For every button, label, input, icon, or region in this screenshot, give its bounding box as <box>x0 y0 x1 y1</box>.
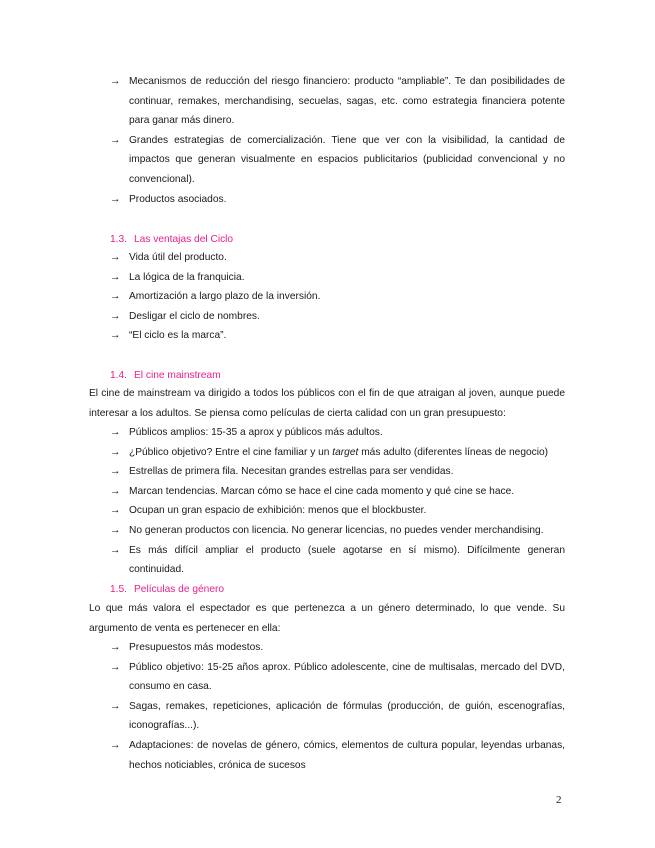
list-item: → La lógica de la franquicia. <box>110 268 565 288</box>
list-item: → Es más difícil ampliar el producto (suele agotarse en sí mismo). Difícilmente generan continuidad. <box>110 541 565 580</box>
list-item: → Productos asociados. <box>110 190 565 210</box>
list-item: → Sagas, remakes, repeticiones, aplicación de fórmulas (producción, de guión, escenografías, iconografías...). <box>110 697 565 736</box>
list-item: → Público objetivo: 15-25 años aprox. Público adolescente, cine de multisalas, mercado del DVD, consumo en casa. <box>110 658 565 697</box>
section-number: 1.3. <box>110 234 127 245</box>
genre-paragraph: Lo que más valora el espectador es que pertenezca a un género determinado, lo que vende. Su argumento de venta es pertenecer en ella: <box>89 603 565 634</box>
mainstream-paragraph: El cine de mainstream va dirigido a todos los públicos con el fin de que atraigan al joven, aunque puede interesar a los adultos. Se piensa como películas de cierta calidad con un gran presupuesto: <box>89 388 565 419</box>
list-item: → Ocupan un gran espacio de exhibición: menos que el blockbuster. <box>110 501 565 521</box>
arrow-icon: → <box>110 738 121 751</box>
list-item: → Desligar el ciclo de nombres. <box>110 307 565 327</box>
list-item: → Públicos amplios: 15-35 a aprox y públicos más adultos. <box>110 423 565 443</box>
arrow-icon: → <box>110 504 121 517</box>
arrow-icon: → <box>110 290 121 303</box>
arrow-icon: → <box>110 660 121 673</box>
section-number: 1.5. <box>110 584 127 595</box>
arrow-icon: → <box>110 543 121 556</box>
list-item: → Estrellas de primera fila. Necesitan grandes estrellas para ser vendidas. <box>110 462 565 482</box>
arrow-icon: → <box>110 426 121 438</box>
list-item: → Adaptaciones: de novelas de género, cómics, elementos de cultura popular, leyendas urbanas, hechos noticiables, crónica de sucesos <box>110 736 565 775</box>
arrow-icon: → <box>110 309 121 322</box>
page-number: 2 <box>556 794 562 806</box>
section-heading-1-4 <box>110 369 221 383</box>
section-heading-1-3 <box>110 233 233 247</box>
section-title: Películas de género <box>134 584 225 595</box>
section-heading-1-5 <box>110 583 224 597</box>
arrow-icon: → <box>110 523 121 536</box>
list-item: → Amortización a largo plazo de la inversión. <box>110 287 565 307</box>
list-item: → No generan productos con licencia. No generar licencias, no puedes vender merchandising. <box>110 521 565 541</box>
list-item: → ¿Público objetivo? Entre el cine familiar y un target más adulto (diferentes líneas de negocio) <box>110 443 565 463</box>
arrow-icon: → <box>110 251 121 263</box>
list-item: → Mecanismos de reducción del riesgo financiero: producto “ampliable”. Te dan posibilidades de continuar, remakes, merchandising, secuelas, sagas, etc. como estrategia financiera potente para ganar más dinero. <box>110 72 565 131</box>
arrow-icon: → <box>110 329 121 342</box>
arrow-icon: → <box>110 641 121 653</box>
arrow-icon: → <box>110 445 121 458</box>
mainstream-list <box>110 423 565 580</box>
list-item: → Presupuestos más modestos. <box>110 638 565 658</box>
advantages-list <box>110 248 565 346</box>
arrow-icon: → <box>110 192 121 205</box>
section-number: 1.4. <box>110 370 127 381</box>
list-item: → Grandes estrategias de comercialización. Tiene que ver con la visibilidad, la cantidad de impactos que generan visualmente en espacios publicitarios (publicidad convencional y no convencional). <box>110 131 565 190</box>
arrow-icon: → <box>110 270 121 283</box>
section-title: Las ventajas del Ciclo <box>134 234 234 245</box>
list-item: → Marcan tendencias. Marcan cómo se hace el cine cada momento y qué cine se hace. <box>110 482 565 502</box>
arrow-icon: → <box>110 465 121 478</box>
genre-list <box>110 638 565 775</box>
section-title: El cine mainstream <box>134 370 221 381</box>
arrow-icon: → <box>110 133 121 146</box>
list-item: → “El ciclo es la marca”. <box>110 326 565 346</box>
arrow-icon: → <box>110 699 121 712</box>
arrow-icon: → <box>110 75 121 87</box>
top-bullet-list <box>110 72 565 209</box>
arrow-icon: → <box>110 484 121 497</box>
list-item: → Vida útil del producto. <box>110 248 565 268</box>
